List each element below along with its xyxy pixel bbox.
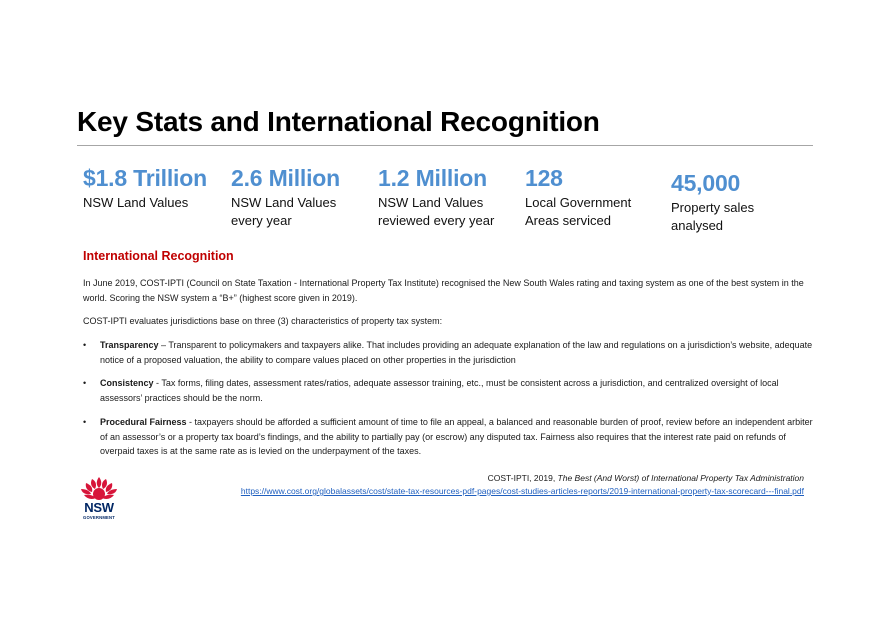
- stat-value: 2.6 Million: [231, 165, 340, 191]
- stat-value: 128: [525, 165, 563, 191]
- citation: [241, 472, 804, 498]
- stat-label-line: Areas serviced: [525, 213, 611, 228]
- stat-label: [525, 194, 631, 230]
- bullet-text: [100, 415, 813, 459]
- citation-title: The Best (And Worst) of International Property Tax Administration: [557, 473, 804, 483]
- stat-label-line: NSW Land Values: [231, 195, 337, 210]
- bullet-text: [100, 376, 813, 405]
- bullet-term: Transparency: [100, 340, 159, 350]
- page-title: Key Stats and International Recognition: [77, 106, 600, 137]
- citation-prefix: COST-IPTI, 2019,: [487, 473, 558, 483]
- bullet-description: - Tax forms, filing dates, assessment rates/ratios, adequate assessor training, etc., must be consistent across a jurisdiction, and centralized oversight of local assessors’ practices should be the norm.: [100, 378, 779, 403]
- waratah-flower-icon: [76, 475, 122, 503]
- bullet-icon: •: [83, 378, 87, 388]
- stat-value: 1.2 Million: [378, 165, 487, 191]
- bullet-item-transparency: [83, 338, 813, 367]
- stat-label-line: Property sales: [671, 200, 755, 215]
- stat-label: [378, 194, 494, 230]
- stat-label-line: reviewed every year: [378, 213, 495, 228]
- stat-label-line: NSW Land Values: [378, 195, 484, 210]
- logo-wordmark: NSW: [84, 500, 114, 515]
- bullet-item-consistency: [83, 376, 813, 405]
- bullet-term: Procedural Fairness: [100, 417, 187, 427]
- bullet-icon: •: [83, 340, 87, 350]
- stat-land-values: [83, 164, 207, 212]
- stat-label: [231, 194, 340, 230]
- citation-link[interactable]: https://www.cost.org/globalassets/cost/state-tax-resources-pdf-pages/cost-studies-articles-reports/2019-international-property-tax-scorecard---final.pdf: [240, 486, 804, 496]
- stat-land-values-per-year: [231, 164, 340, 230]
- intro-paragraph: In June 2019, COST-IPTI (Council on State Taxation - International Property Tax Institute) recognised the New South Wales rating and taxing system as one of the best system in the world. Scoring the NSW system a “B+” (highest score given in 2019).: [83, 278, 804, 303]
- stat-label-line: analysed: [671, 218, 724, 233]
- stat-lga-serviced: [525, 164, 631, 230]
- section-heading-international-recognition: International Recognition: [83, 249, 234, 263]
- stat-reviewed-per-year: [378, 164, 494, 230]
- bullet-item-procedural-fairness: [83, 415, 813, 459]
- stat-sales-analysed: [671, 169, 754, 235]
- title-divider: [77, 145, 813, 146]
- evaluates-paragraph: COST-IPTI evaluates jurisdictions base on three (3) characteristics of property tax system:: [83, 316, 443, 326]
- logo-subtitle: GOVERNMENT: [82, 515, 115, 520]
- bullet-term: Consistency: [100, 378, 154, 388]
- bullet-icon: •: [83, 417, 87, 427]
- bullet-text: [100, 338, 813, 367]
- bullet-description: - taxpayers should be afforded a sufficient amount of time to file an appeal, a balanced and reasonable burden of proof, review before an independent arbiter of an assessor’s or a property tax board’s findings, and the ability to partially pay (or escrow) any disputed tax. Fairness also requires that the interest rate paid on refunds of overpaid taxes is at the same rate as is levied on the underpayment of the taxes.: [100, 417, 813, 456]
- stat-value: $1.8 Trillion: [83, 165, 207, 191]
- stat-label: NSW Land Values: [83, 195, 189, 210]
- stat-value: 45,000: [671, 170, 741, 196]
- nsw-government-logo: [76, 475, 122, 525]
- stat-label-line: Local Government: [525, 195, 632, 210]
- stat-label-line: every year: [231, 213, 292, 228]
- citation-reference: [241, 472, 804, 485]
- stat-label: [671, 199, 754, 235]
- bullet-description: – Transparent to policymakers and taxpayers alike. That includes providing an adequate explanation of the law and regulations on a jurisdiction’s website, adequate notice of a proposed valuation, the ability to compare values placed on other properties in the jurisdiction: [100, 340, 813, 365]
